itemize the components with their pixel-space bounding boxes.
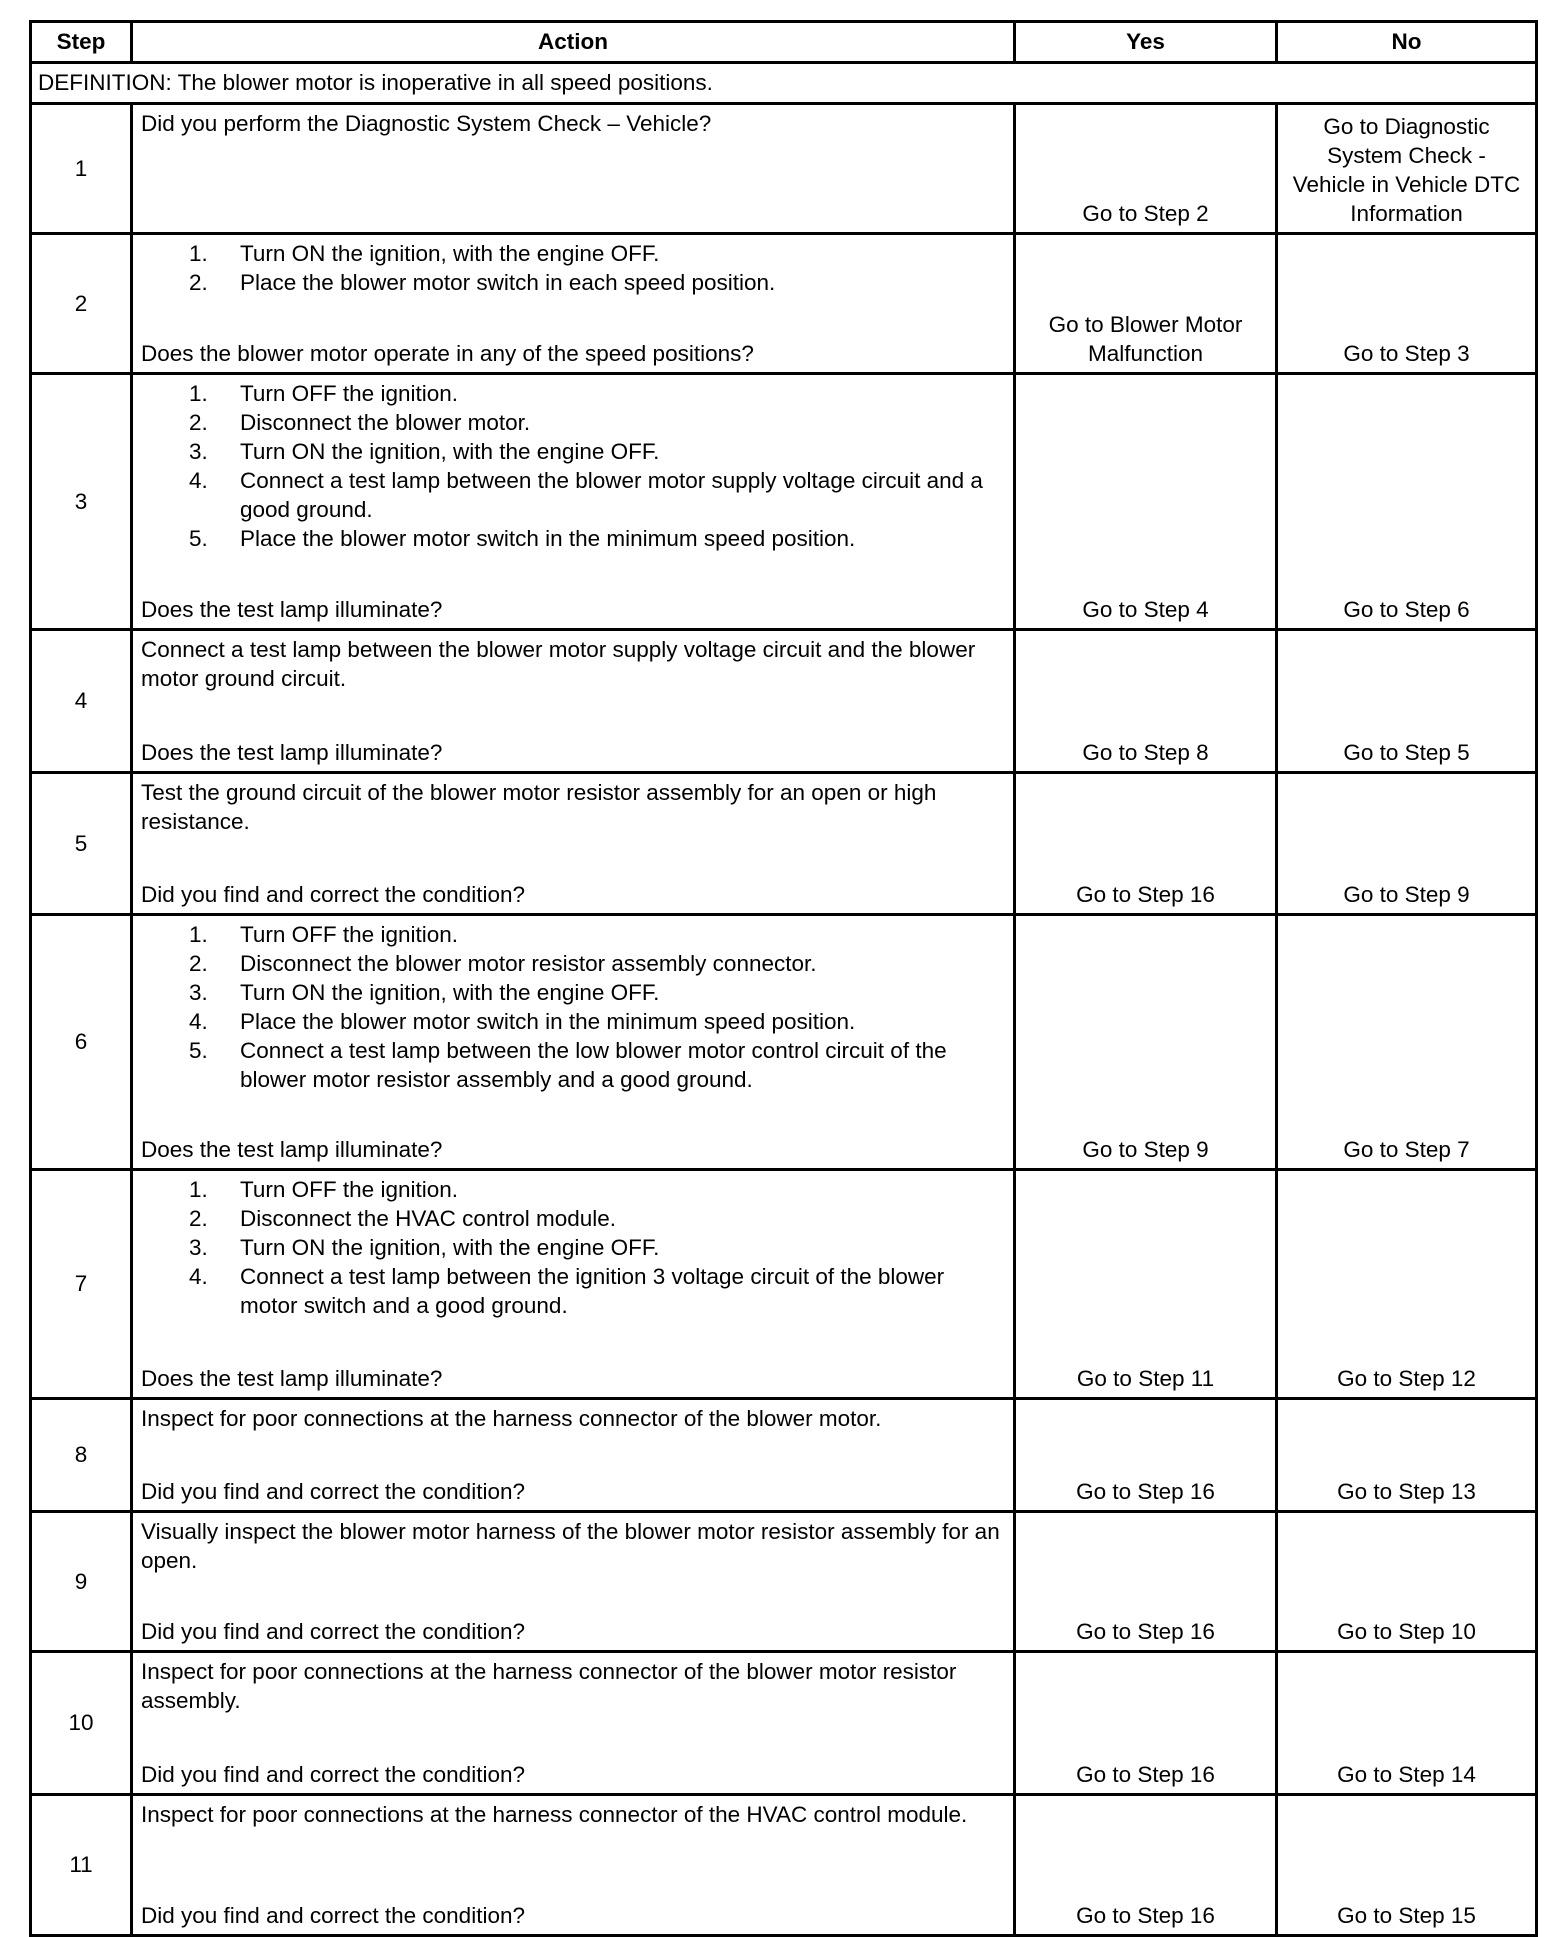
list-item-text: Connect a test lamp between the low blower motor control circuit of the blower motor resistor assembly and a good ground. (240, 1038, 947, 1092)
list-number: 3. (189, 439, 208, 464)
action-text: Inspect for poor connections at the harness connector of the HVAC control module. (141, 1802, 968, 1827)
header-row (31, 22, 1537, 63)
list-number: 1. (189, 241, 208, 266)
action-question: Does the test lamp illuminate? (141, 1366, 443, 1391)
list-item (141, 379, 1005, 408)
action-question: Did you find and correct the condition? (141, 1903, 525, 1928)
step-number: 6 (31, 915, 132, 1170)
list-number: 2. (189, 270, 208, 295)
no-result: Go to Step 12 (1277, 1170, 1537, 1399)
step-number: 10 (31, 1652, 132, 1795)
step-number: 1 (31, 104, 132, 234)
list-item-text: Disconnect the blower motor resistor assembly connector. (240, 951, 817, 976)
step-number: 5 (31, 773, 132, 915)
action-cell (132, 374, 1015, 630)
no-result: Go to Step 13 (1277, 1399, 1537, 1512)
list-item-text: Turn OFF the ignition. (240, 1177, 459, 1202)
list-item (141, 920, 1005, 949)
list-number: 5. (189, 1038, 208, 1063)
no-result: Go to Step 7 (1277, 915, 1537, 1170)
list-item (141, 437, 1005, 466)
table-row (31, 773, 1537, 915)
action-text: Inspect for poor connections at the harness connector of the blower motor resistor assembly. (141, 1659, 957, 1713)
no-result: Go to Step 10 (1277, 1512, 1537, 1652)
list-number: 2. (189, 1206, 208, 1231)
no-result: Go to Step 5 (1277, 630, 1537, 773)
list-item (141, 978, 1005, 1007)
yes-result: Go to Step 4 (1015, 374, 1277, 630)
no-result: Go to Diagnostic System Check - Vehicle in Vehicle DTC Information (1277, 104, 1537, 234)
list-item-text: Disconnect the HVAC control module. (240, 1206, 617, 1231)
action-question: Did you find and correct the condition? (141, 1479, 525, 1504)
table-row (31, 630, 1537, 773)
table-row (31, 104, 1537, 234)
action-question: Did you find and correct the condition? (141, 882, 525, 907)
action-steps-list (141, 1175, 1005, 1320)
yes-result: Go to Step 16 (1015, 1512, 1277, 1652)
yes-result: Go to Blower Motor Malfunction (1015, 234, 1277, 374)
list-item (141, 1175, 1005, 1204)
list-number: 4. (189, 468, 208, 493)
list-number: 5. (189, 526, 208, 551)
action-cell (132, 1795, 1015, 1936)
table-row (31, 915, 1537, 1170)
list-item (141, 268, 1005, 297)
diagnostic-table (29, 20, 1538, 1937)
no-result: Go to Step 6 (1277, 374, 1537, 630)
yes-result: Go to Step 16 (1015, 773, 1277, 915)
action-cell (132, 104, 1015, 234)
action-text: Did you perform the Diagnostic System Check – Vehicle? (141, 111, 712, 136)
action-cell (132, 1512, 1015, 1652)
no-result: Go to Step 3 (1277, 234, 1537, 374)
step-number: 11 (31, 1795, 132, 1936)
list-item-text: Turn ON the ignition, with the engine OFF. (240, 1235, 660, 1260)
action-cell (132, 630, 1015, 773)
yes-result: Go to Step 11 (1015, 1170, 1277, 1399)
action-steps-list (141, 920, 1005, 1094)
list-item-text: Turn ON the ignition, with the engine OFF. (240, 980, 660, 1005)
action-text: Test the ground circuit of the blower motor resistor assembly for an open or high resistance. (141, 780, 937, 834)
action-question: Does the test lamp illuminate? (141, 597, 443, 622)
step-number: 3 (31, 374, 132, 630)
list-item-text: Turn ON the ignition, with the engine OFF. (240, 439, 660, 464)
header-no: No (1277, 22, 1537, 63)
list-item (141, 1233, 1005, 1262)
header-yes: Yes (1015, 22, 1277, 63)
table-row (31, 1512, 1537, 1652)
table-row (31, 1795, 1537, 1936)
action-cell (132, 1652, 1015, 1795)
list-item (141, 1007, 1005, 1036)
list-item (141, 408, 1005, 437)
list-item-text: Connect a test lamp between the ignition 3 voltage circuit of the blower motor switch and a good ground. (240, 1264, 945, 1318)
yes-result: Go to Step 16 (1015, 1795, 1277, 1936)
list-number: 3. (189, 1235, 208, 1260)
list-item-text: Disconnect the blower motor. (240, 410, 531, 435)
yes-result: Go to Step 9 (1015, 915, 1277, 1170)
action-text: Inspect for poor connections at the harness connector of the blower motor. (141, 1406, 882, 1431)
list-number: 3. (189, 980, 208, 1005)
step-number: 8 (31, 1399, 132, 1512)
table-row (31, 374, 1537, 630)
header-action: Action (132, 22, 1015, 63)
list-number: 4. (189, 1264, 208, 1289)
list-item (141, 239, 1005, 268)
action-question: Does the test lamp illuminate? (141, 1137, 443, 1162)
header-step: Step (31, 22, 132, 63)
no-result: Go to Step 9 (1277, 773, 1537, 915)
action-cell (132, 915, 1015, 1170)
action-cell (132, 773, 1015, 915)
step-number: 7 (31, 1170, 132, 1399)
action-text: Connect a test lamp between the blower motor supply voltage circuit and the blower motor ground circuit. (141, 637, 976, 691)
yes-result: Go to Step 16 (1015, 1652, 1277, 1795)
list-number: 4. (189, 1009, 208, 1034)
no-result: Go to Step 14 (1277, 1652, 1537, 1795)
list-item (141, 949, 1005, 978)
table-row (31, 1399, 1537, 1512)
action-text: Visually inspect the blower motor harness of the blower motor resistor assembly for an open. (141, 1519, 1000, 1573)
list-number: 2. (189, 951, 208, 976)
list-item (141, 524, 1005, 553)
definition-row (31, 63, 1537, 104)
list-item (141, 1262, 1005, 1320)
action-cell (132, 1399, 1015, 1512)
list-item-text: Turn OFF the ignition. (240, 381, 459, 406)
action-steps-list (141, 379, 1005, 553)
step-number: 2 (31, 234, 132, 374)
list-item (141, 1204, 1005, 1233)
list-item-text: Place the blower motor switch in the minimum speed position. (240, 1009, 856, 1034)
definition-text: DEFINITION: The blower motor is inoperative in all speed positions. (31, 63, 1537, 104)
yes-result: Go to Step 16 (1015, 1399, 1277, 1512)
list-item (141, 466, 1005, 524)
list-item-text: Place the blower motor switch in the minimum speed position. (240, 526, 856, 551)
action-question: Does the test lamp illuminate? (141, 740, 443, 765)
list-item-text: Connect a test lamp between the blower motor supply voltage circuit and a good ground. (240, 468, 983, 522)
yes-result: Go to Step 8 (1015, 630, 1277, 773)
list-item-text: Turn OFF the ignition. (240, 922, 459, 947)
list-number: 1. (189, 381, 208, 406)
list-number: 2. (189, 410, 208, 435)
action-cell (132, 234, 1015, 374)
action-question: Does the blower motor operate in any of the speed positions? (141, 341, 754, 366)
list-number: 1. (189, 1177, 208, 1202)
action-question: Did you find and correct the condition? (141, 1619, 525, 1644)
table-row (31, 1652, 1537, 1795)
table-row (31, 234, 1537, 374)
no-result: Go to Step 15 (1277, 1795, 1537, 1936)
list-item-text: Place the blower motor switch in each speed position. (240, 270, 776, 295)
step-number: 9 (31, 1512, 132, 1652)
yes-result: Go to Step 2 (1015, 104, 1277, 234)
action-cell (132, 1170, 1015, 1399)
table-row (31, 1170, 1537, 1399)
list-item (141, 1036, 1005, 1094)
action-question: Did you find and correct the condition? (141, 1762, 525, 1787)
step-number: 4 (31, 630, 132, 773)
action-steps-list (141, 239, 1005, 297)
list-item-text: Turn ON the ignition, with the engine OFF. (240, 241, 660, 266)
list-number: 1. (189, 922, 208, 947)
